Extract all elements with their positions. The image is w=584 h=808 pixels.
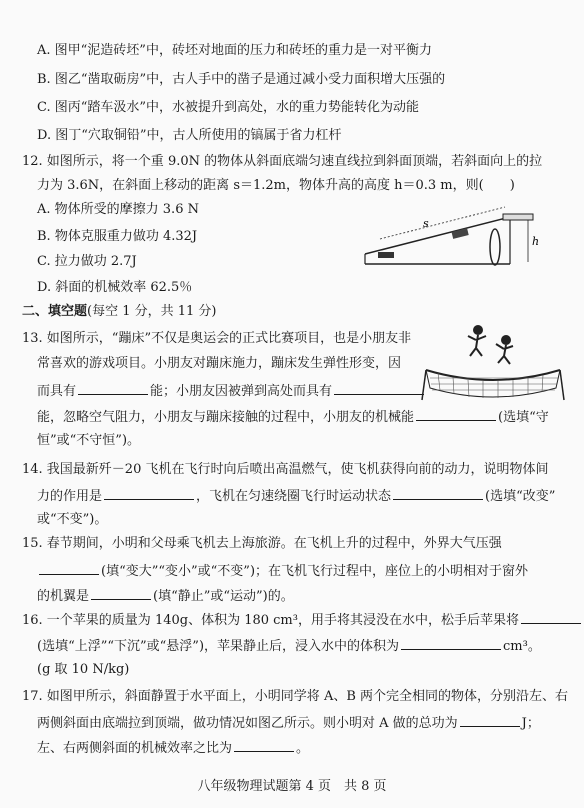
q12-option-d: D. 斜面的机械效率 62.5％ [37,280,193,295]
q13-blank-2[interactable] [334,381,424,395]
fig-label-h: h [532,235,540,248]
q14-blank-1[interactable] [104,486,194,500]
q13-line1: 13. 如图所示，“蹦床”不仅是奥运会的正式比赛项目，也是小朋友非 [22,331,412,346]
trampoline-figure [418,318,568,403]
section-title: 二、填空题 [22,304,88,319]
q13-line2: 常喜欢的游戏项目。小朋友对蹦床施力，蹦床发生弹性形变，因 [37,356,402,371]
q11-option-c: C. 图丙“踏车汲水”中，水被提升到高处，水的重力势能转化为动能 [37,100,420,115]
q11-option-d: D. 图丁“穴取铜铅”中，古人所使用的镐属于省力杠杆 [37,128,342,143]
q17-line2: 两侧斜面由底端拉到顶端，做功情况如图乙所示。则小明对 A 做的总功为 J； [37,713,540,733]
q15-blank-2[interactable] [91,586,151,600]
q17-line1: 17. 如图甲所示，斜面静置于水平面上，小明同学将 A、B 两个完全相同的物体，分别沿左、右 [22,689,569,704]
q13-line4: 能，忽略空气阻力，小朋友与蹦床接触的过程中，小朋友的机械能 (选填“守 [37,407,549,427]
q12-option-a: A. 物体所受的摩擦力 3.6 N [37,202,199,217]
q13-line3: 而具有 能；小朋友因被弹到高处而具有 [37,381,426,401]
q15-blank-1[interactable] [39,561,99,575]
q12-option-b: B. 物体克服重力做功 4.32J [37,229,198,244]
q13-blank-3[interactable] [416,407,496,421]
fig-label-s: s [423,217,429,230]
q15-line2: (填“变大”“变小”或“不变”)；在飞机飞行过程中，座位上的小明相对于窗外 [37,561,528,581]
q16-blank-2[interactable] [401,636,501,650]
section-note: (每空 1 分，共 11 分) [87,304,217,319]
q11-option-b: B. 图乙“凿取砺房”中，古人手中的凿子是通过减小受力面积增大压强的 [37,72,446,87]
q11-option-a: A. 图甲“泥造砖坯”中，砖坯对地面的压力和砖坯的重力是一对平衡力 [37,43,432,58]
q14-blank-2[interactable] [393,486,483,500]
q12-option-c: C. 拉力做功 2.7J [37,254,137,269]
q14-line2: 力的作用是 ，飞机在匀速绕圈飞行时运动状态 (选填“改变” [37,486,555,506]
page-footer: 八年级物理试题第 4 页 共 8 页 [197,779,387,794]
q16-line1: 16. 一个苹果的质量为 140g、体积为 180 cm³，用手将其浸没在水中，松手后苹果将 [22,610,583,630]
q14-line3: 或“不变”)。 [37,512,108,527]
q12-stem-line1: 12. 如图所示，将一个重 9.0N 的物体从斜面底端匀速直线拉到斜面顶端，若斜面向上的拉 [22,154,543,169]
q17-line3: 左、右两侧斜面的机械效率之比为 。 [37,738,309,758]
q15-line1: 15. 春节期间，小明和父母乘飞机去上海旅游。在飞机上升的过程中，外界大气压强 [22,536,502,551]
q16-line2: (选填“上浮”“下沉”或“悬浮”)，苹果静止后，浸入水中的体积为 cm³。 [37,636,541,656]
incline-figure [360,192,560,282]
q17-blank-2[interactable] [234,738,294,752]
q14-line1: 14. 我国最新歼－20 飞机在飞行时向后喷出高温燃气，使飞机获得向前的动力，说明物体间 [22,462,549,477]
q16-blank-1[interactable] [521,610,581,624]
section-heading [22,303,217,321]
q15-line3: 的机翼是 (填“静止”或“运动”)的。 [37,586,294,606]
q16-line3: (g 取 10 N/kg) [37,662,130,677]
q13-line5: 恒”或“不守恒”)。 [37,433,141,448]
q12-stem-line2: 力为 3.6N，在斜面上移动的距离 s＝1.2m，物体升高的高度 h＝0.3 m，则( ) [37,178,515,193]
q13-blank-1[interactable] [78,381,148,395]
q17-blank-1[interactable] [460,713,520,727]
